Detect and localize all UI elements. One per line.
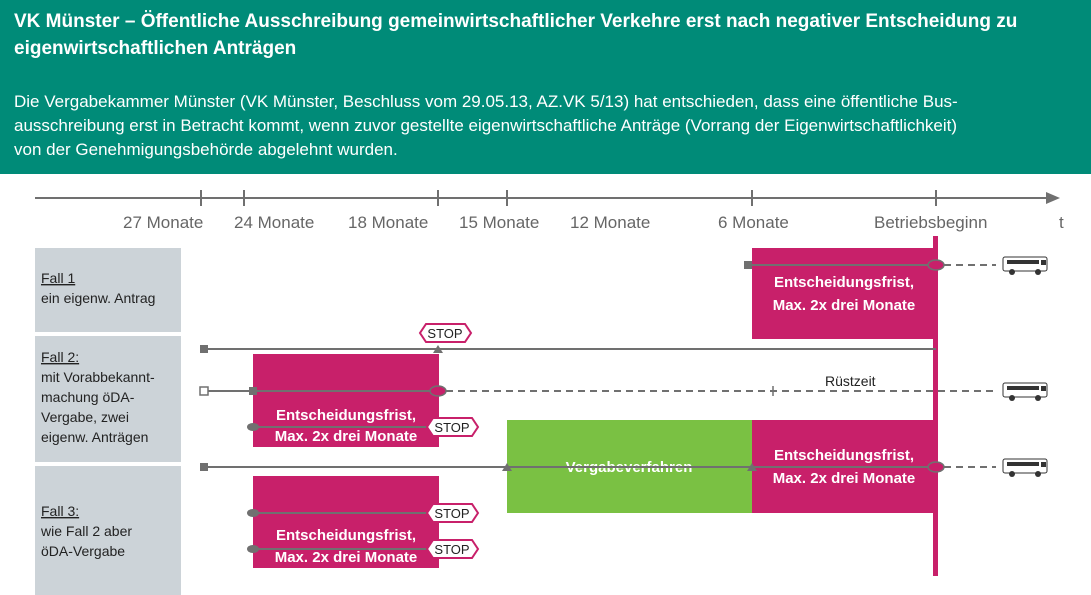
case-1-text: ein eigenw. Antrag xyxy=(41,290,156,306)
page-title xyxy=(14,8,1074,62)
decision-box-case2-line1: Entscheidungsfrist, xyxy=(275,407,417,424)
stop-sign-4-label: STOP xyxy=(434,542,470,557)
tick-label-18: 18 Monate xyxy=(348,213,429,232)
case-2-text-1: mit Vorabbekannt- xyxy=(41,369,155,385)
case2-bottom-end-marker xyxy=(928,462,944,472)
decision-box-case1-line1: Entscheidungsfrist, xyxy=(773,274,915,291)
description-line-3: von der Genehmigungsbehörde abgelehnt wurden. xyxy=(14,140,398,159)
stop-sign-1 xyxy=(420,324,471,342)
decision-box-case3-line1: Entscheidungsfrist, xyxy=(275,527,417,544)
bus-icon xyxy=(1003,459,1047,477)
decision-box-case2b-line2: Max. 2x drei Monate xyxy=(772,470,916,487)
case2-mid-end-marker xyxy=(430,386,446,396)
description xyxy=(14,90,1084,162)
decision-box-case1-line2: Max. 2x drei Monate xyxy=(772,297,916,314)
case-3-title: Fall 3: xyxy=(41,503,80,519)
case2-low-start-marker xyxy=(247,423,259,431)
time-axis-arrow-icon xyxy=(1046,192,1060,204)
case-3-text-1: wie Fall 2 aber xyxy=(41,523,133,539)
case-2-text-4: eigenw. Anträgen xyxy=(41,429,149,445)
tick-label-24: 24 Monate xyxy=(234,213,315,232)
stop-sign-2 xyxy=(427,418,478,436)
decision-box-case2-line2: Max. 2x drei Monate xyxy=(274,428,418,445)
decision-box-case2b-line1: Entscheidungsfrist, xyxy=(773,447,915,464)
case3-top-start-marker xyxy=(247,509,259,517)
case2-mid-square-marker xyxy=(249,387,257,395)
bus-icon xyxy=(1003,257,1047,275)
vergabeverfahren-label: Vergabeverfahren xyxy=(565,459,693,476)
tick-label-betriebsbeginn: Betriebsbeginn xyxy=(874,213,988,232)
stop-sign-1-label: STOP xyxy=(427,326,463,341)
case-3-text-2: öDA-Vergabe xyxy=(41,543,126,559)
case2-bottom-start-marker xyxy=(200,463,208,471)
case2-mid-start-marker xyxy=(200,387,208,395)
decision-box-case1 xyxy=(752,248,936,339)
timeline-diagram xyxy=(0,174,1091,595)
case-2-text-2: machung öDA- xyxy=(41,389,135,405)
title-line-2: eigenwirtschaftlichen Anträgen xyxy=(14,38,297,59)
tick-label-12: 12 Monate xyxy=(570,213,651,232)
stop-sign-4 xyxy=(427,540,478,558)
title-line-1: VK Münster – Öffentliche Ausschreibung gemeinwirtschaftlicher Verkehre erst nach negativer Entscheidung zu xyxy=(14,11,1018,32)
stop-sign-2-label: STOP xyxy=(434,420,470,435)
description-line-2: ausschreibung erst in Betracht kommt, wenn zuvor gestellte eigenwirtschaftliche Anträge (Vorrang der Eigenwirtschaftlichkeit) xyxy=(14,116,958,135)
decision-box-case3-line2: Max. 2x drei Monate xyxy=(274,549,418,566)
tick-label-27: 27 Monate xyxy=(123,213,204,232)
bus-icon xyxy=(1003,383,1047,401)
case-2-title: Fall 2: xyxy=(41,349,80,365)
case1-start-marker xyxy=(744,261,752,269)
tick-label-15: 15 Monate xyxy=(459,213,540,232)
stop-sign-3-label: STOP xyxy=(434,506,470,521)
description-line-1: Die Vergabekammer Münster (VK Münster, Beschluss vom 29.05.13, AZ.VK 5/13) hat entschieden, dass eine öffentliche Bus- xyxy=(14,92,958,111)
case-1-title: Fall 1 xyxy=(41,270,76,286)
case3-bottom-start-marker xyxy=(247,545,259,553)
case-2-text-3: Vergabe, zwei xyxy=(41,409,129,425)
header-banner xyxy=(0,0,1091,174)
tick-label-6: 6 Monate xyxy=(718,213,789,232)
case2-top-start-marker xyxy=(200,345,208,353)
stop-sign-3 xyxy=(427,504,478,522)
tick-label-t: t xyxy=(1059,213,1064,232)
ruestzeit-label: Rüstzeit xyxy=(825,373,876,389)
case1-end-marker xyxy=(928,260,944,270)
